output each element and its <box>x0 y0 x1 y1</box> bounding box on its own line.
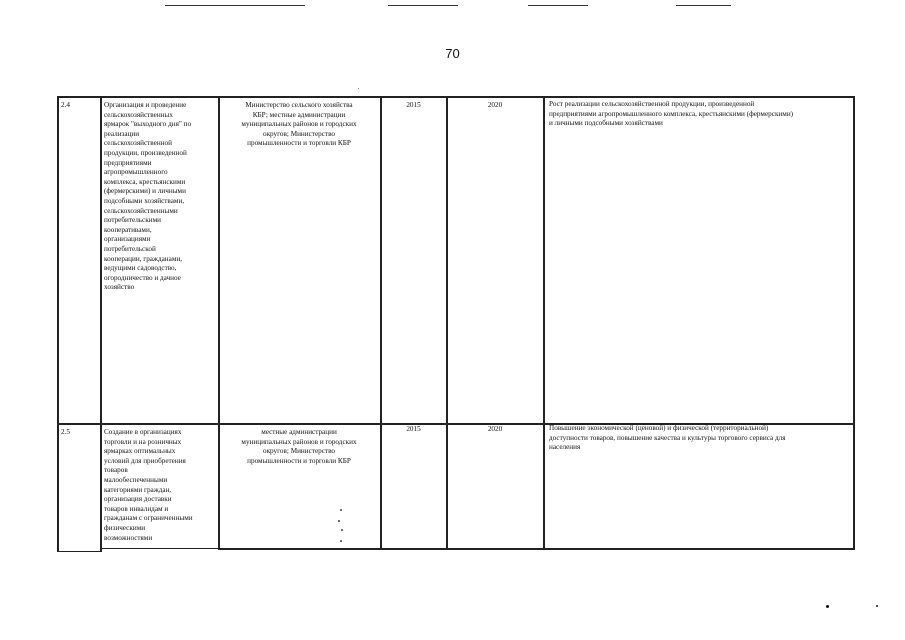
scan-speck <box>826 605 829 608</box>
table-border <box>218 548 854 550</box>
table-border <box>446 96 448 550</box>
measure-text: Создание в организациях торговли и на розничных ярмарках оптимальных условий для приобретения товаров малообеспеченными категориями граждан, организация доставки товаров инвалидам и гражданам с ограниченными физическими возможностями <box>104 428 193 542</box>
executor-text: местные администрации муниципальных районов и городских округов; Министерство промышленности и торговли КБР <box>241 428 357 465</box>
end-year: 2020 <box>487 101 503 109</box>
table-border <box>57 96 59 552</box>
scan-artifact-line <box>388 5 458 6</box>
table-border <box>57 551 100 552</box>
scan-artifact-line <box>676 5 731 6</box>
scan-speck <box>340 540 342 542</box>
table-border <box>853 96 855 550</box>
result-text: Повышение экономической (ценовой) и физической (территориальной) доступности товаров, повышение качества и культуры торгового сервиса для населения <box>549 424 786 452</box>
start-year: 2015 <box>406 101 421 109</box>
table-border <box>543 96 545 550</box>
scan-speck <box>358 88 359 89</box>
scan-speck <box>338 520 340 522</box>
start-year: 2015 <box>406 425 421 433</box>
table-border <box>100 96 102 552</box>
measure-text: Организация и проведение сельскохозяйственных ярмарок "выходного дня" по реализации сельскохозяйственной продукции, произведенной предприятиями агропромышленного комплекса, крестьянскими (фермерскими) и личными подсобными хозяйствами, сельскохозяйственными потребительскими кооперативами, организациями потребительской кооперации, гражданами, ведущими садоводство, огородничество и дачное хозяйство <box>104 101 192 292</box>
page-number: 70 <box>445 46 460 61</box>
row-number: 2.4 <box>61 101 70 109</box>
table-border <box>380 96 382 550</box>
scan-speck <box>876 605 878 607</box>
end-year: 2020 <box>487 425 503 433</box>
table-border <box>100 548 218 549</box>
result-text: Рост реализации сельскохозяйственной продукции, произведенной предприятиями агропромышленного комплекса, крестьянскими (фермерскими) и личными подсобными хозяйствами <box>549 100 794 128</box>
row-number: 2.5 <box>61 428 70 436</box>
scan-artifact-line <box>528 5 588 6</box>
scan-speck <box>340 509 342 511</box>
scan-speck <box>341 529 343 531</box>
scan-artifact-line <box>165 5 305 6</box>
table-border <box>57 96 854 98</box>
table-border <box>218 96 220 550</box>
executor-text: Министерство сельского хозяйства КБР; местные администрации муниципальных районов и городских округов; Министерство промышленности и торговли КБР <box>241 101 357 148</box>
